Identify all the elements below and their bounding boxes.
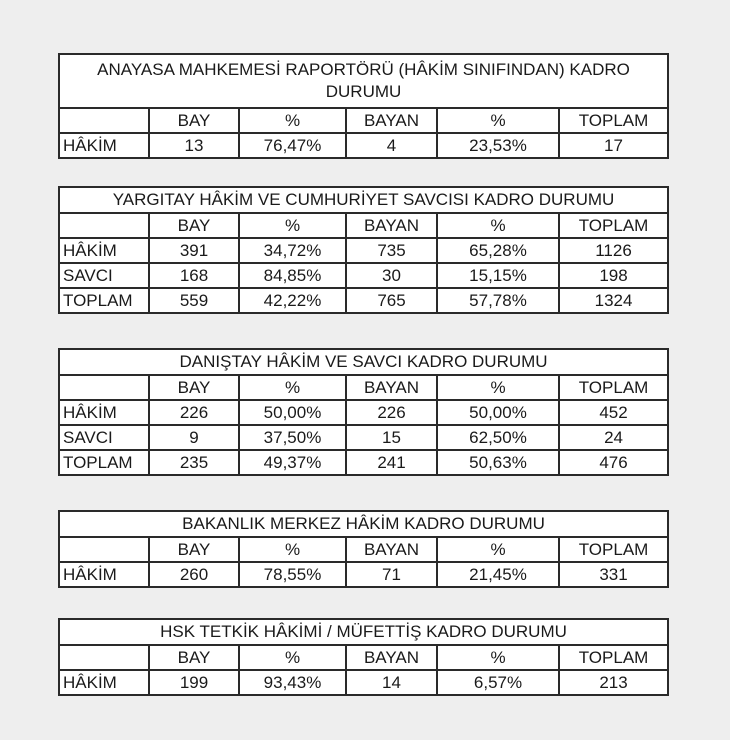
table-cell: 34,72% [239, 238, 346, 263]
column-header: % [437, 213, 559, 238]
table-cell: 1126 [559, 238, 668, 263]
table-cell: 260 [149, 562, 239, 587]
table-cell: 9 [149, 425, 239, 450]
column-header: TOPLAM [559, 645, 668, 670]
constitutional-court-table [58, 53, 669, 159]
column-header: BAY [149, 108, 239, 133]
council-of-state-table [58, 348, 669, 476]
table-row [59, 400, 668, 425]
table-cell: 76,47% [239, 133, 346, 158]
table-cell: 1324 [559, 288, 668, 313]
table-title-row [59, 511, 668, 537]
column-header [59, 537, 149, 562]
table-cell: 226 [346, 400, 437, 425]
row-label: HÂKİM [59, 562, 149, 587]
column-header [59, 645, 149, 670]
column-header [59, 108, 149, 133]
table-cell: 17 [559, 133, 668, 158]
table-cell: 21,45% [437, 562, 559, 587]
column-header [59, 375, 149, 400]
table-title-row [59, 187, 668, 213]
column-header-row [59, 108, 668, 133]
column-header-row [59, 537, 668, 562]
table-cell: 71 [346, 562, 437, 587]
table-row [59, 288, 668, 313]
table-row [59, 670, 668, 695]
table-title: DANIŞTAY HÂKİM VE SAVCI KADRO DURUMU [59, 349, 668, 375]
table-cell: 14 [346, 670, 437, 695]
table-row [59, 450, 668, 475]
table-cell: 765 [346, 288, 437, 313]
table-cell: 15 [346, 425, 437, 450]
table-cell: 559 [149, 288, 239, 313]
table-cell: 213 [559, 670, 668, 695]
column-header: BAY [149, 375, 239, 400]
table-cell: 241 [346, 450, 437, 475]
column-header: TOPLAM [559, 108, 668, 133]
row-label: SAVCI [59, 425, 149, 450]
table-row [59, 238, 668, 263]
table-cell: 49,37% [239, 450, 346, 475]
table-cell: 50,63% [437, 450, 559, 475]
row-label: HÂKİM [59, 400, 149, 425]
table-title: ANAYASA MAHKEMESİ RAPORTÖRÜ (HÂKİM SINIFINDAN) KADRO DURUMU [59, 54, 668, 108]
table-cell: 50,00% [437, 400, 559, 425]
table-cell: 4 [346, 133, 437, 158]
table-cell: 13 [149, 133, 239, 158]
row-label: TOPLAM [59, 288, 149, 313]
table-cell: 37,50% [239, 425, 346, 450]
column-header: % [437, 645, 559, 670]
row-label: HÂKİM [59, 670, 149, 695]
column-header: BAYAN [346, 108, 437, 133]
column-header: TOPLAM [559, 375, 668, 400]
column-header: BAYAN [346, 645, 437, 670]
column-header: % [437, 537, 559, 562]
row-label: HÂKİM [59, 133, 149, 158]
column-header: % [437, 375, 559, 400]
table-title-row [59, 619, 668, 645]
table-title: YARGITAY HÂKİM VE CUMHURİYET SAVCISI KADRO DURUMU [59, 187, 668, 213]
table-cell: 23,53% [437, 133, 559, 158]
table-row [59, 133, 668, 158]
row-label: SAVCI [59, 263, 149, 288]
table-cell: 50,00% [239, 400, 346, 425]
column-header: % [239, 537, 346, 562]
column-header-row [59, 375, 668, 400]
table-cell: 24 [559, 425, 668, 450]
column-header: % [437, 108, 559, 133]
table-title: HSK TETKİK HÂKİMİ / MÜFETTİŞ KADRO DURUMU [59, 619, 668, 645]
column-header: BAY [149, 645, 239, 670]
column-header: BAYAN [346, 537, 437, 562]
table-cell: 65,28% [437, 238, 559, 263]
table-title-row [59, 349, 668, 375]
table-cell: 735 [346, 238, 437, 263]
table-cell: 168 [149, 263, 239, 288]
column-header-row [59, 645, 668, 670]
column-header: % [239, 213, 346, 238]
table-cell: 391 [149, 238, 239, 263]
table-cell: 6,57% [437, 670, 559, 695]
table-cell: 93,43% [239, 670, 346, 695]
table-cell: 198 [559, 263, 668, 288]
table-cell: 57,78% [437, 288, 559, 313]
ministry-central-table [58, 510, 669, 588]
table-row [59, 562, 668, 587]
column-header-row [59, 213, 668, 238]
column-header: TOPLAM [559, 213, 668, 238]
table-cell: 226 [149, 400, 239, 425]
table-cell: 62,50% [437, 425, 559, 450]
column-header: BAY [149, 213, 239, 238]
row-label: HÂKİM [59, 238, 149, 263]
table-cell: 42,22% [239, 288, 346, 313]
court-of-cassation-table [58, 186, 669, 314]
column-header: % [239, 645, 346, 670]
table-cell: 235 [149, 450, 239, 475]
column-header: BAYAN [346, 375, 437, 400]
column-header: % [239, 375, 346, 400]
table-cell: 78,55% [239, 562, 346, 587]
column-header: BAYAN [346, 213, 437, 238]
table-cell: 30 [346, 263, 437, 288]
column-header: TOPLAM [559, 537, 668, 562]
table-cell: 452 [559, 400, 668, 425]
table-cell: 15,15% [437, 263, 559, 288]
table-cell: 331 [559, 562, 668, 587]
table-title: BAKANLIK MERKEZ HÂKİM KADRO DURUMU [59, 511, 668, 537]
column-header: % [239, 108, 346, 133]
table-title-row [59, 54, 668, 108]
table-cell: 199 [149, 670, 239, 695]
column-header [59, 213, 149, 238]
table-cell: 84,85% [239, 263, 346, 288]
table-row [59, 425, 668, 450]
row-label: TOPLAM [59, 450, 149, 475]
hsk-inspector-table [58, 618, 669, 696]
table-row [59, 263, 668, 288]
column-header: BAY [149, 537, 239, 562]
table-cell: 476 [559, 450, 668, 475]
